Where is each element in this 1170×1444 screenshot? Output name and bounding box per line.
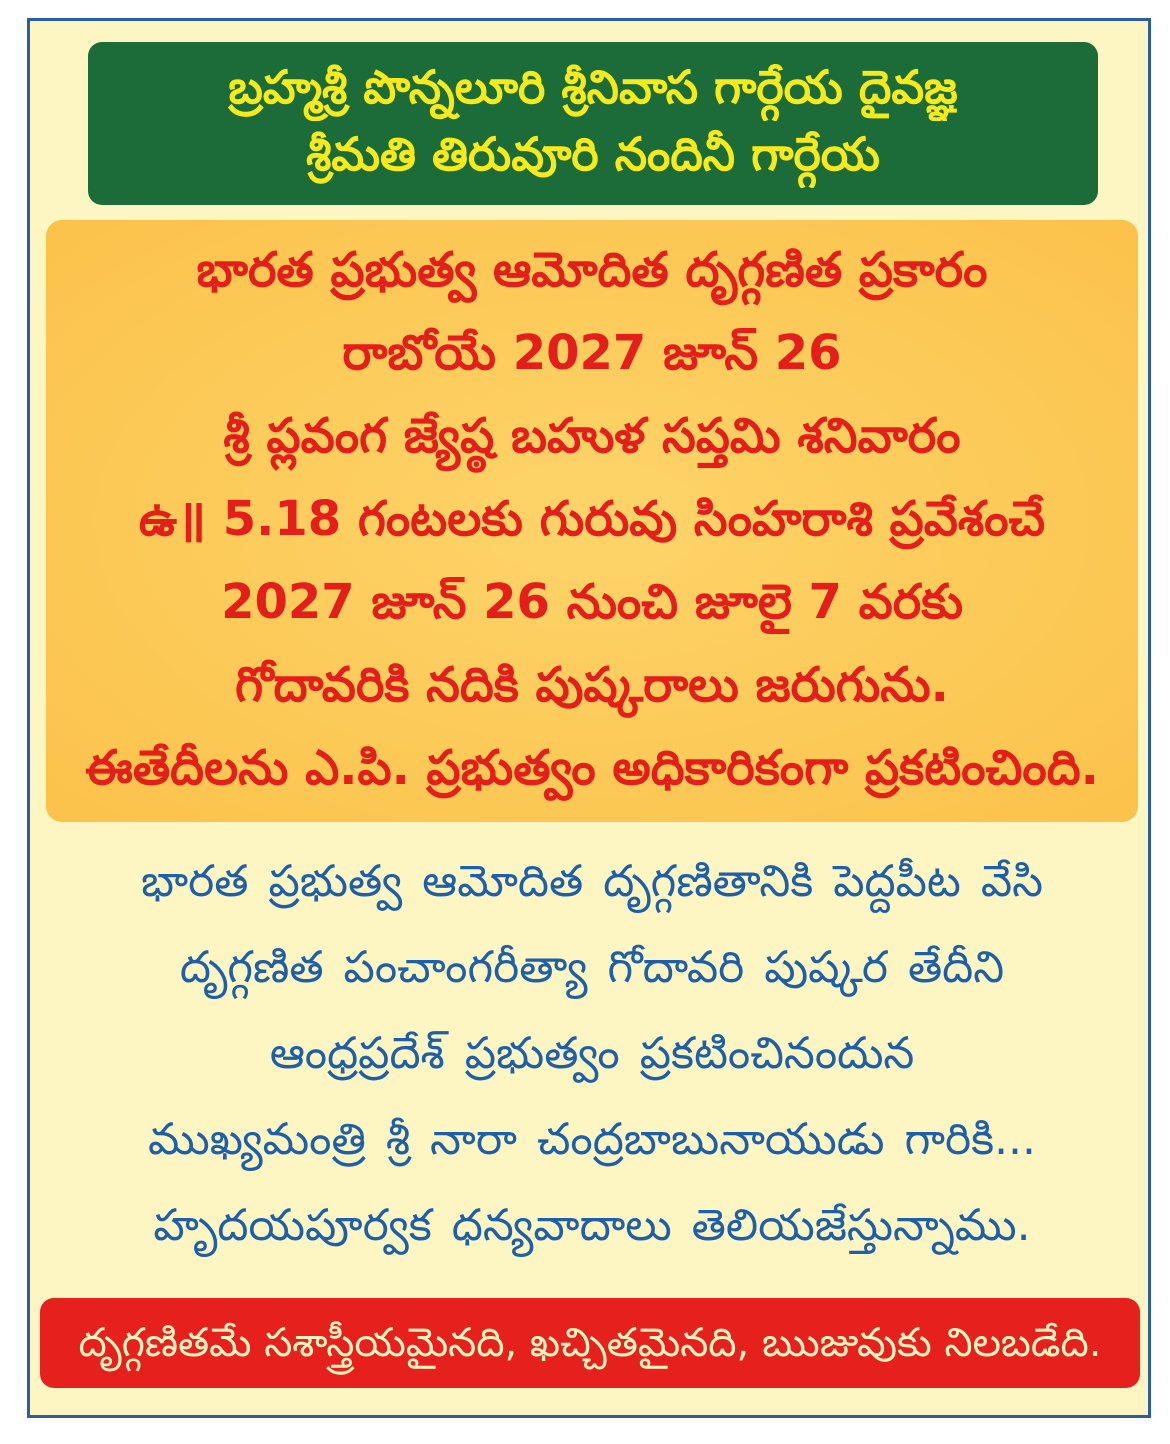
thanks-line: ముఖ్యమంత్రి శ్రీ నారా చంద్రబాబునాయుడు గారికి...: [147, 1114, 1037, 1165]
announcement-line: భారత ప్రభుత్వ ఆమోదిత దృగ్గణిత ప్రకారం: [196, 242, 988, 298]
co-author-name-line: శ్రీమతి తిరువూరి నందినీ గార్గేయ: [306, 127, 880, 181]
author-name-line: బ్రహ్మశ్రీ పొన్నలూరి శ్రీనివాస గార్గేయ దైవజ్ఞ: [228, 60, 958, 114]
announcement-line: ఈతేదీలను ఎ.పి. ప్రభుత్వం అధికారికంగా ప్రకటించింది.: [85, 740, 1099, 796]
announcement-line: గోదావరికి నదికి పుష్కరాలు జరుగును.: [235, 657, 949, 713]
announcement-line: ఉ॥ 5.18 గంటలకు గురువు సింహరాశి ప్రవేశంచే: [138, 491, 1046, 547]
announcement-box: [46, 220, 1138, 822]
thanks-line: దృగ్గణిత పంచాంగరీత్యా గోదావరి పుష్కర తేదీని: [179, 942, 1005, 993]
thanks-line: ఆంధ్రప్రదేశ్ ప్రభుత్వం ప్రకటించినందున: [269, 1028, 915, 1079]
announcement-line: రాబోయే 2027 జూన్ 26: [342, 325, 842, 381]
thanks-message: [46, 839, 1138, 1279]
slogan-text: దృగ్గణితమే సశాస్త్రీయమైనది, ఖచ్చితమైనది, ఋజువుకు నిలబడేది.: [78, 1320, 1102, 1366]
announcement-line: 2027 జూన్ 26 నుంచి జూలై 7 వరకు: [221, 574, 963, 630]
poster-frame: [27, 18, 1151, 1418]
slogan-banner: [40, 1298, 1140, 1388]
announcement-line: శ్రీ ప్లవంగ జ్యేష్ఠ బహుళ సప్తమి శనివారం: [223, 408, 961, 464]
thanks-line: భారత ప్రభుత్వ ఆమోదిత దృగ్గణితానికి పెద్దపీట వేసి: [140, 856, 1043, 907]
thanks-line: హృదయపూర్వక ధన్యవాదాలు తెలియజేస్తున్నాము.: [153, 1200, 1031, 1251]
author-banner: [88, 42, 1098, 205]
